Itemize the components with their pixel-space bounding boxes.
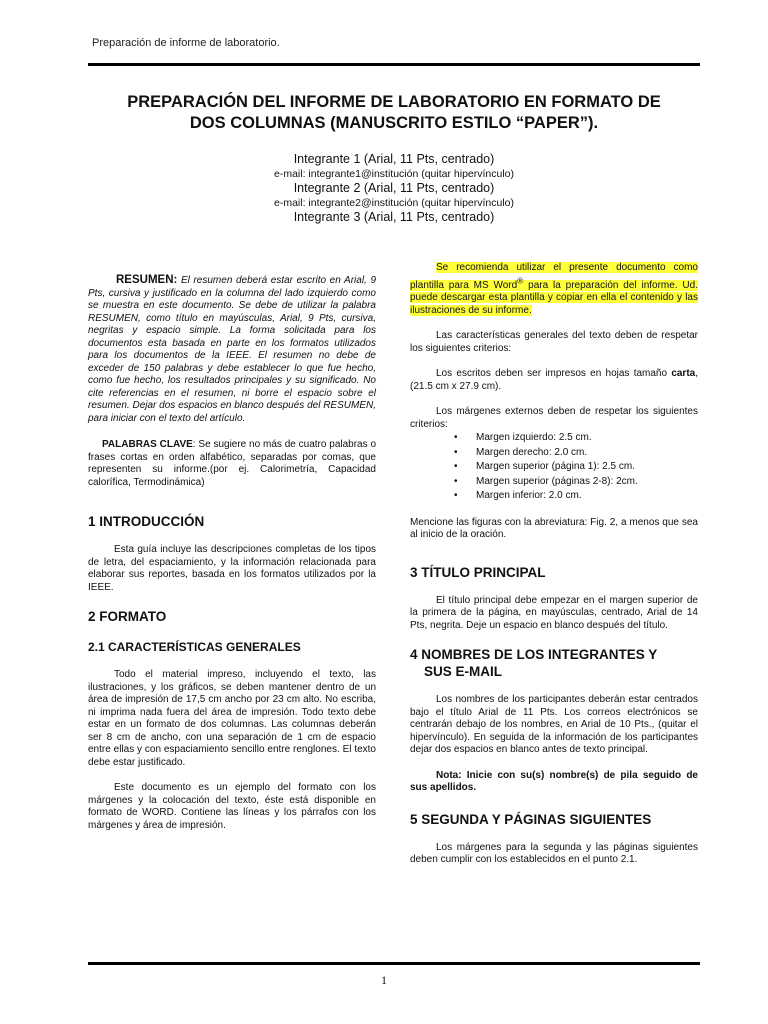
section-heading-authors-line-2: SUS E-MAIL — [424, 664, 503, 680]
header-rule — [88, 63, 700, 66]
main-title-text: El título principal debe empezar en el margen superior de la primera de la página, en mayúsculas, centrado, Arial de 14 Pts, negrita. Deje un espacio en blanco después del título. — [410, 594, 698, 631]
author-name: Integrante 2 (Arial, 11 Pts, centrado) — [293, 181, 495, 195]
list-item: • Margen superior (páginas 2-8): 2cm. — [454, 475, 698, 490]
page-number: 1 — [381, 973, 387, 987]
paper-title-line-1: PREPARACIÓN DEL INFORME DE LABORATORIO EN FORMATO DE — [127, 93, 661, 111]
section-heading-main-title: 3 TÍTULO PRINCIPAL — [410, 564, 546, 580]
author-name: Integrante 3 (Arial, 11 Pts, centrado) — [293, 210, 495, 224]
authors-text: Los nombres de los participantes deberán estar centrados bajo el título Arial de 11 Pts. Los correos electrónicos se centrarán debajo de los nombres, en Arial de 10 Pts., (quitar el hipervínculo). En seguida de la información de los participantes dejar dos espacios en blanco antes de texto principal. — [410, 694, 698, 756]
author-email: e-mail: integrante2@institución (quitar hipervínculo) — [273, 197, 515, 209]
footer-rule — [88, 962, 700, 965]
abstract-label: RESUMEN: — [116, 274, 178, 286]
section-heading-introduction: 1 INTRODUCCIÓN — [88, 514, 205, 529]
paper-size-part: , (21.5 cm x 27.9 cm). — [410, 368, 698, 392]
section-heading-following-pages: 5 SEGUNDA Y PÁGINAS SIGUIENTES — [410, 811, 652, 827]
keywords-label: PALABRAS CLAVE — [102, 439, 193, 450]
abstract-text: El resumen deberá estar escrito en Arial, 9 Pts, cursiva y justificado en la columna del lado izquierdo como se muestra en este documento. Se debe de utilizar la palabra RESUMEN, como título en mayúsculas, Arial, 9 Pts, cursiva, negritas y espacio simple. La forma solicitada para los documentos esta basada en parte en los formatos utilizados para los documentos de la IEEE. El resumen no debe de exceder de 150 palabras y debe establecer lo que fue hecho, como fue hecho, los resultados principales y su significado. No cite referencias en el resumen, ni borre el espacio sobre el resumen. Dejar dos espacios en blanco después del RESUMEN, para iniciar con el texto del artículo. — [88, 275, 376, 424]
paper-size-bold: carta — [671, 368, 696, 380]
paper-size-text — [410, 368, 698, 393]
paper-size-part: Los escritos deben ser impresos en hojas tamaño — [436, 368, 672, 380]
author-name: Integrante 1 (Arial, 11 Pts, centrado) — [293, 152, 495, 166]
following-pages-text: Los márgenes para la segunda y las páginas siguientes deben cumplir con los establecidos en el punto 2.1. — [410, 841, 698, 866]
list-item: • Margen derecho: 2.0 cm. — [454, 446, 698, 461]
keywords — [88, 439, 376, 489]
running-header: Preparación de informe de laboratorio. — [92, 37, 280, 49]
list-item: • Margen inferior: 2.0 cm. — [454, 489, 698, 504]
right-column — [410, 262, 698, 867]
abstract — [88, 274, 376, 425]
list-item: • Margen izquierdo: 2.5 cm. — [454, 431, 698, 446]
template-recommendation — [410, 262, 698, 317]
introduction-text: Esta guía incluye las descripciones completas de los tipos de letra, del espaciamiento, y la información relacionada para elaborar sus reportes, basada en los formatos utilizados por la IEEE. — [88, 544, 376, 593]
section-heading-authors — [410, 646, 698, 680]
figures-text: Mencione las figuras con la abreviatura: Fig. 2, a menos que sea al inicio de la oración. — [410, 516, 698, 541]
list-item: • Margen superior (página 1): 2.5 cm. — [454, 460, 698, 475]
general-criteria-text: Las características generales del texto deben de respetar los siguientes criterios: — [410, 330, 698, 354]
paper-title-line-2: DOS COLUMNAS (MANUSCRITO ESTILO “PAPER”). — [189, 114, 599, 132]
registered-mark: ® — [517, 275, 524, 286]
left-column — [88, 262, 376, 832]
author-email: e-mail: integrante1@institución (quitar hipervínculo) — [273, 168, 515, 180]
keywords-text: : Se sugiere no más de cuatro palabras o frases cortas en orden alfabético, separadas por comas, que representen su informe.(por ej. Calorimetría, Capacidad calorífica, Termodinámica) — [88, 439, 377, 488]
section-heading-authors-line-1: 4 NOMBRES DE LOS INTEGRANTES Y — [410, 647, 658, 663]
section-heading-format: 2 FORMATO — [88, 609, 167, 624]
subsection-heading-general: 2.1 CARACTERÍSTICAS GENERALES — [88, 640, 301, 654]
paper-title — [88, 92, 700, 134]
highlighted-text-part: Se recomienda utilizar el presente documento como plantilla para MS Word — [410, 262, 698, 291]
margins-list — [410, 431, 698, 504]
authors-note: Nota: Inicie con su(s) nombre(s) de pila seguido de sus apellidos. — [410, 769, 698, 794]
highlighted-text — [410, 262, 698, 316]
general-paragraph-1: Todo el material impreso, incluyendo el texto, las ilustraciones, y los gráficos, se deben mantener dentro de un área de impresión de 17,5 cm ancho por 23 cm alto. No escriba, ni imprima nada fuera del área de impresión. Todo texto debe estar en un formato de dos columnas. Las columnas deberán ser 8 cm de ancho, con una separación de 1 cm de espacio entre ellas y con espaciamiento sencillo entre renglones. El texto debe estar justificado. — [88, 669, 376, 768]
highlighted-text-part: para la preparación del informe. Ud. puede descargar esta plantilla y copiar en ella el contenido y las ilustraciones de su informe. — [410, 279, 698, 316]
authors-block — [88, 152, 700, 225]
margins-intro-text: Los márgenes externos deben de respetar los siguientes criterios: — [410, 406, 698, 430]
general-paragraph-2: Este documento es un ejemplo del formato con los márgenes y la colocación del texto, éste está disponible en formato de WORD. Contiene las líneas y los párrafos con los márgenes y área de impresión. — [88, 782, 376, 831]
